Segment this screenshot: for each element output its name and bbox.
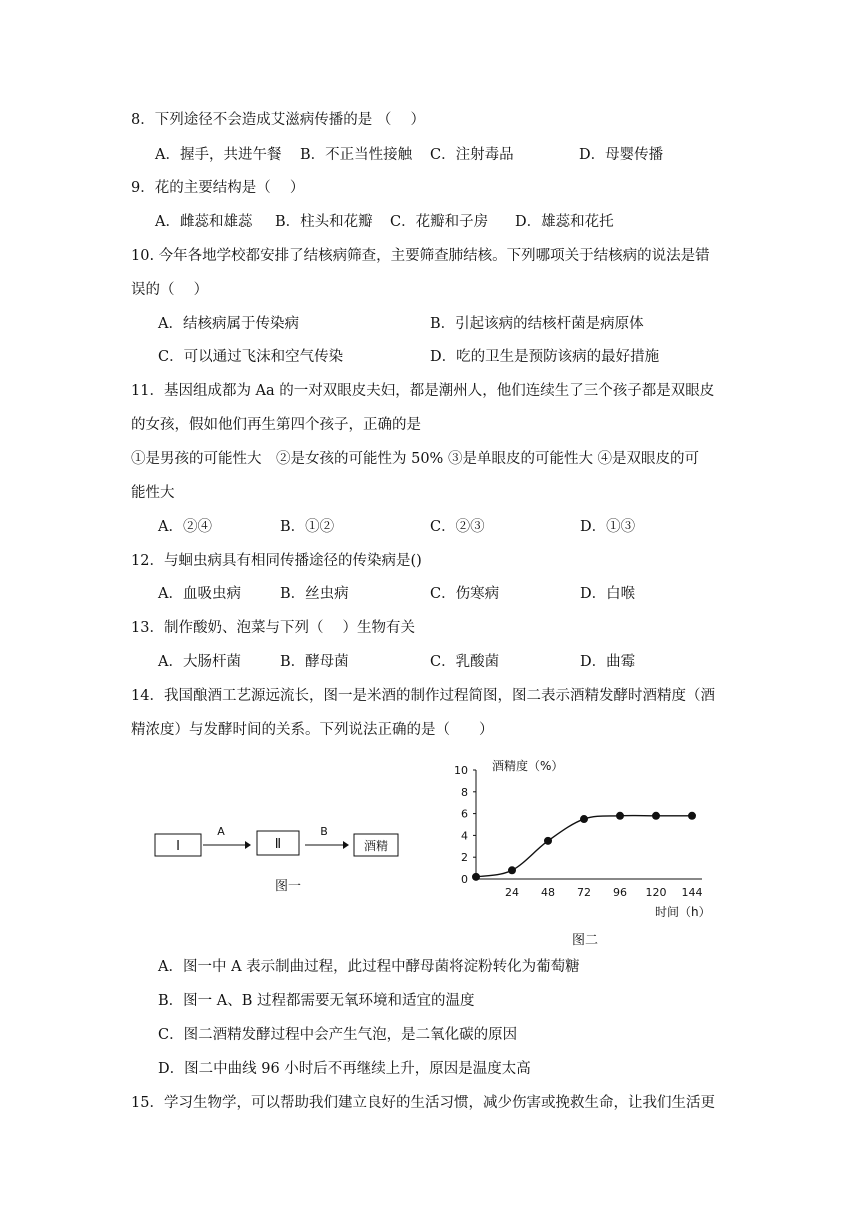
y-tick-label: 2 — [461, 851, 468, 865]
data-point-144h — [688, 812, 696, 820]
x-tick-label: 120 — [645, 886, 667, 899]
q13-option-d: D．曲霉 — [580, 654, 636, 670]
question-11-stem-line2: 的女孩，假如他们再生第四个孩子，正确的是 — [131, 417, 421, 433]
box-stage-2-label: Ⅱ — [274, 837, 282, 852]
x-tick-label: 144 — [681, 886, 703, 899]
q12-option-a: A．血吸虫病 — [158, 586, 241, 602]
q9-option-a: A．雌蕊和雄蕊 — [155, 214, 253, 230]
q14-option-c: C．图二酒精发酵过程中会产生气泡，是二氧化碳的原因 — [158, 1027, 518, 1043]
x-tick-label: 48 — [541, 886, 555, 899]
question-10-stem-line1: 10. 今年各地学校都安排了结核病筛查，主要筛查肺结核。下列哪项关于结核病的说法是错 — [131, 248, 710, 264]
question-9-stem: 9．花的主要结构是（ ） — [131, 180, 305, 196]
x-tick-label: 72 — [577, 886, 591, 899]
q8-option-c: C．注射毒品 — [430, 147, 514, 163]
question-12-stem: 12．与蛔虫病具有相同传播途径的传染病是() — [131, 553, 422, 569]
figure-1-caption: 图一 — [274, 879, 302, 894]
x-ticks — [505, 886, 703, 899]
q14-option-b: B．图一 A、B 过程都需要无氧环境和适宜的温度 — [158, 993, 475, 1009]
arrow-b-head — [343, 841, 349, 849]
q11-option-d: D．①③ — [580, 519, 636, 535]
question-13-stem: 13．制作酸奶、泡菜与下列（ ）生物有关 — [131, 620, 416, 636]
data-point-24h — [508, 866, 516, 874]
q14-option-a: A．图一中 A 表示制曲过程，此过程中酵母菌将淀粉转化为葡萄糖 — [158, 959, 580, 975]
q10-option-c: C．可以通过飞沫和空气传染 — [158, 349, 344, 365]
series-line-alcohol — [476, 816, 692, 877]
question-8-stem: 8．下列途径不会造成艾滋病传播的是 （ ） — [131, 112, 425, 128]
q13-option-c: C．乳酸菌 — [430, 654, 500, 670]
data-point-0h — [472, 873, 480, 881]
question-11-stem-line1: 11．基因组成都为 Aa 的一对双眼皮夫妇，都是潮州人，他们连续生了三个孩子都是双眼皮 — [131, 383, 715, 399]
q9-option-b: B．柱头和花瓣 — [275, 214, 373, 230]
figure-2-chart — [440, 752, 740, 952]
q10-option-a: A．结核病属于传染病 — [158, 316, 299, 332]
q9-option-d: D．雄蕊和花托 — [515, 214, 614, 230]
box-stage-1-label: Ⅰ — [176, 839, 180, 854]
question-14-stem-line1: 14．我国酿酒工艺源远流长，图一是米酒的制作过程简图，图二表示酒精发酵时酒精度（酒 — [131, 688, 715, 704]
data-point-96h — [616, 812, 624, 820]
q11-option-c: C．②③ — [430, 519, 485, 535]
q12-option-c: C．伤寒病 — [430, 586, 500, 602]
y-tick-label: 10 — [454, 764, 468, 777]
q13-option-a: A．大肠杆菌 — [158, 654, 241, 670]
series-points — [472, 812, 696, 881]
y-tick-label: 8 — [461, 785, 468, 799]
q8-option-b: B．不正当性接触 — [300, 147, 413, 163]
q9-option-c: C．花瓣和子房 — [390, 214, 489, 230]
box-alcohol-label: 酒精 — [363, 839, 389, 853]
y-ticks — [454, 764, 476, 886]
data-point-48h — [544, 837, 552, 845]
question-15-stem-line1: 15．学习生物学，可以帮助我们建立良好的生活习惯，减少伤害或挽救生命，让我们生活更 — [131, 1095, 715, 1111]
q12-option-d: D．白喉 — [580, 586, 636, 602]
q8-option-d: D．母婴传播 — [579, 147, 664, 163]
arrow-b-label: B — [320, 825, 328, 838]
arrow-a-label: A — [217, 825, 225, 838]
q14-option-d: D．图二中曲线 96 小时后不再继续上升，原因是温度太高 — [158, 1061, 531, 1077]
y-axis-title: 酒精度（%） — [492, 759, 564, 773]
data-point-120h — [652, 812, 660, 820]
q13-option-b: B．酵母菌 — [280, 654, 349, 670]
q12-option-b: B．丝虫病 — [280, 586, 349, 602]
data-point-72h — [580, 815, 588, 823]
q10-option-d: D．吃的卫生是预防该病的最好措施 — [430, 349, 660, 365]
question-10-stem-line2: 误的（ ） — [131, 282, 209, 298]
arrow-a-head — [245, 841, 251, 849]
question-11-stem-line3: ①是男孩的可能性大 ②是女孩的可能性为 50% ③是单眼皮的可能性大 ④是双眼皮的可 — [131, 451, 700, 467]
x-tick-label: 24 — [505, 886, 519, 899]
figure-1-diagram — [145, 820, 415, 900]
x-axis-title: 时间（h） — [655, 905, 711, 919]
y-tick-label: 6 — [461, 807, 468, 821]
q11-option-b: B．①② — [280, 519, 335, 535]
figure-2-caption: 图二 — [571, 933, 599, 948]
question-14-stem-line2: 精浓度）与发酵时间的关系。下列说法正确的是（ ） — [131, 722, 494, 738]
q8-option-a: A．握手，共进午餐 — [155, 147, 282, 163]
q10-option-b: B．引起该病的结核杆菌是病原体 — [430, 316, 644, 332]
question-11-stem-line4: 能性大 — [131, 485, 175, 501]
y-tick-label: 0 — [461, 873, 468, 886]
q11-option-a: A．②④ — [158, 519, 212, 535]
x-tick-label: 96 — [613, 886, 627, 899]
y-tick-label: 4 — [461, 829, 468, 843]
